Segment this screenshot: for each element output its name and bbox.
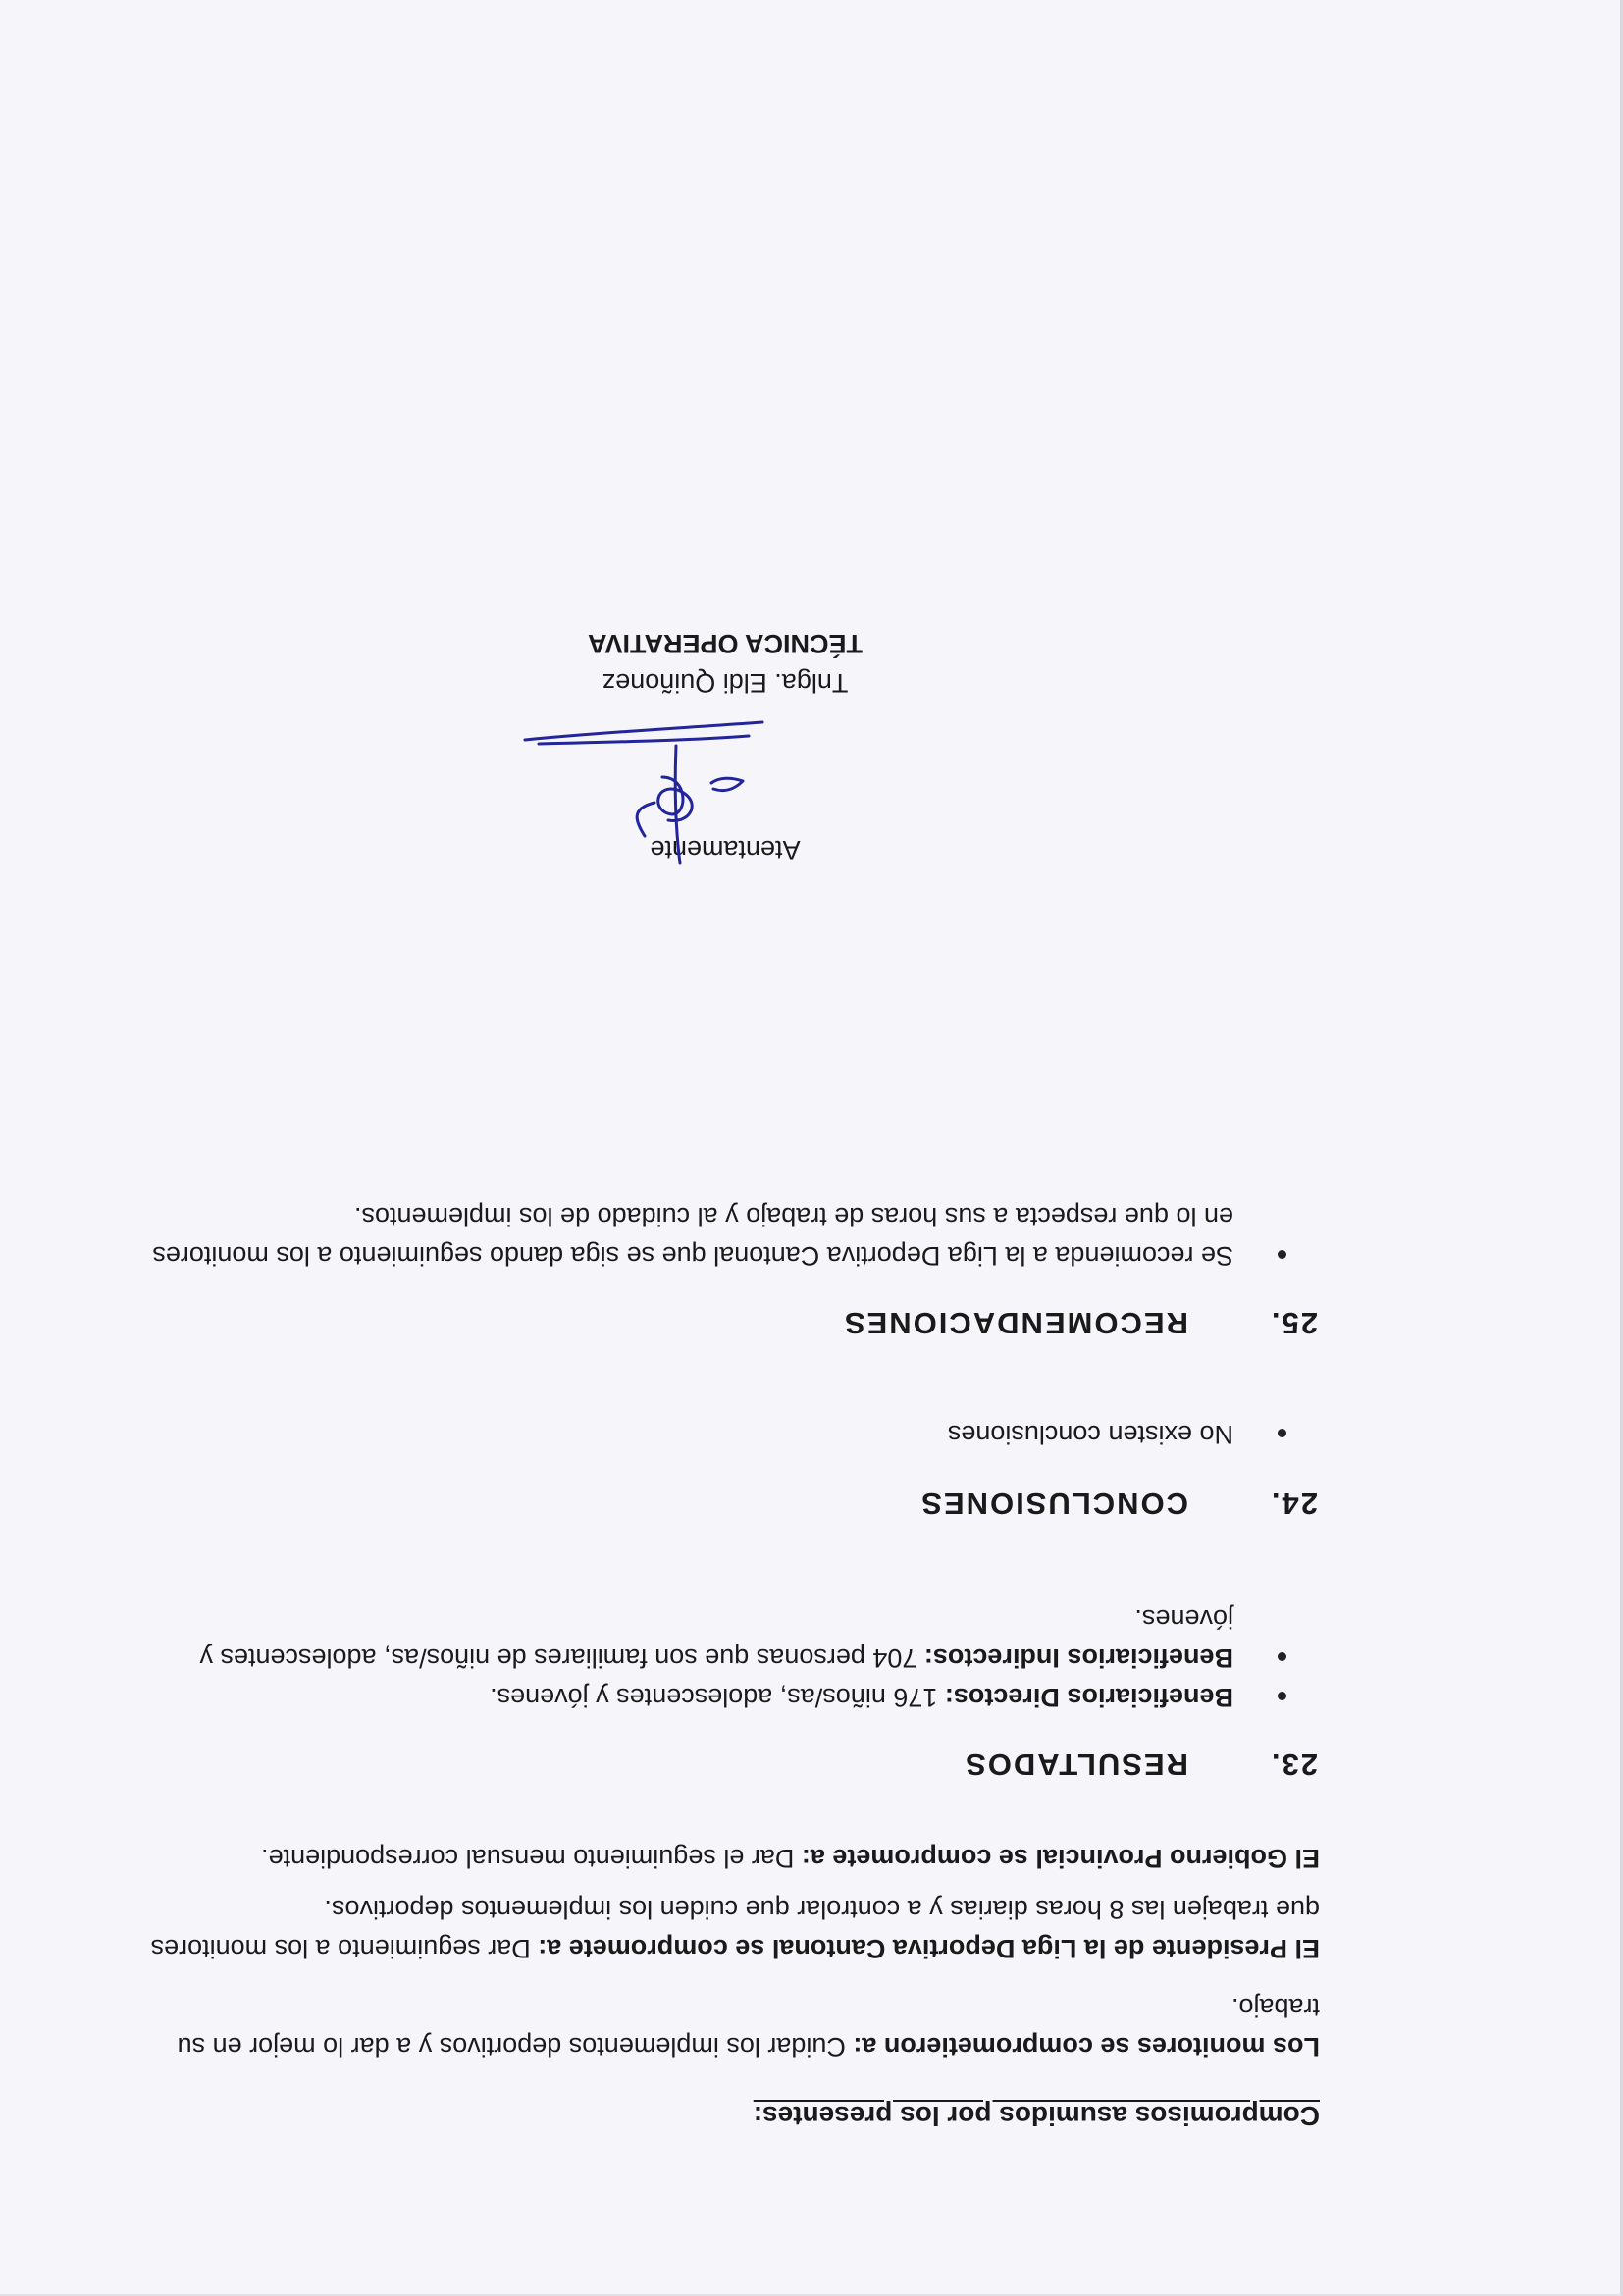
conclusions-title: CONCLUSIONES (919, 1487, 1188, 1521)
commitment-president-text: Dar seguimiento a los monitores que trabajen las 8 horas diarias y a controlar que cuiden los implementos deportivos. (150, 1895, 1320, 1963)
list-item (131, 1678, 1320, 1717)
commitment-monitors (131, 1988, 1320, 2066)
commitment-government-lead: El Gobierno Provincial se compromete a: (801, 1844, 1320, 1873)
salutation: Atentamente (650, 835, 801, 864)
commitment-president (131, 1890, 1320, 1968)
result-lead: Beneficiarios Indirectos: (923, 1644, 1233, 1673)
list-item (131, 1599, 1320, 1678)
result-text: 704 personas que son familiares de niños/as, adolescentes y jóvenes. (199, 1604, 1233, 1673)
signer-name: Tnlga. Eldi Quiñonez (602, 668, 849, 698)
results-heading (131, 1747, 1320, 1782)
result-text: 176 niños/as, adolescentes y jóvenes. (490, 1683, 945, 1712)
list-item: No existen conclusiones (131, 1415, 1320, 1454)
recommendations-title: RECOMENDACIONES (842, 1306, 1188, 1340)
commitments-heading: Compromisos asumidos por los presentes: (753, 2101, 1320, 2131)
result-lead: Beneficiarios Directos: (944, 1683, 1233, 1712)
results-title: RESULTADOS (964, 1748, 1188, 1782)
commitment-monitors-text: Cuidar los implementos deportivos y a dar lo mejor en su trabajo. (177, 1993, 1320, 2061)
conclusions-number: 24. (1269, 1487, 1318, 1521)
recommendations-heading (131, 1305, 1320, 1340)
signature-area (131, 703, 1320, 830)
signature-block (131, 624, 1320, 869)
results-list (131, 1599, 1320, 1717)
list-item: Se recomienda a la Liga Deportiva Cantonal que se siga dando seguimiento a los monitores en lo que respecta a sus horas de trabajo y al cuidado de los implementos. (131, 1197, 1320, 1276)
recommendations-list (131, 1197, 1320, 1276)
recommendations-number: 25. (1269, 1306, 1318, 1340)
results-number: 23. (1269, 1748, 1318, 1782)
conclusions-list (131, 1415, 1320, 1454)
commitment-government-text: Dar el seguimiento mensual correspondiente. (261, 1844, 802, 1873)
page-content (131, 629, 1320, 2135)
commitment-president-lead: El Presidente de la Liga Deportiva Cantonal se compromete a: (538, 1934, 1320, 1963)
signer-role: TÉCNICA OPERATIVA (588, 629, 864, 658)
conclusions-heading (131, 1486, 1320, 1521)
handwritten-signature (515, 704, 770, 871)
commitment-government (131, 1839, 1320, 1878)
commitment-monitors-lead: Los monitores se comprometieron a: (853, 2032, 1320, 2061)
